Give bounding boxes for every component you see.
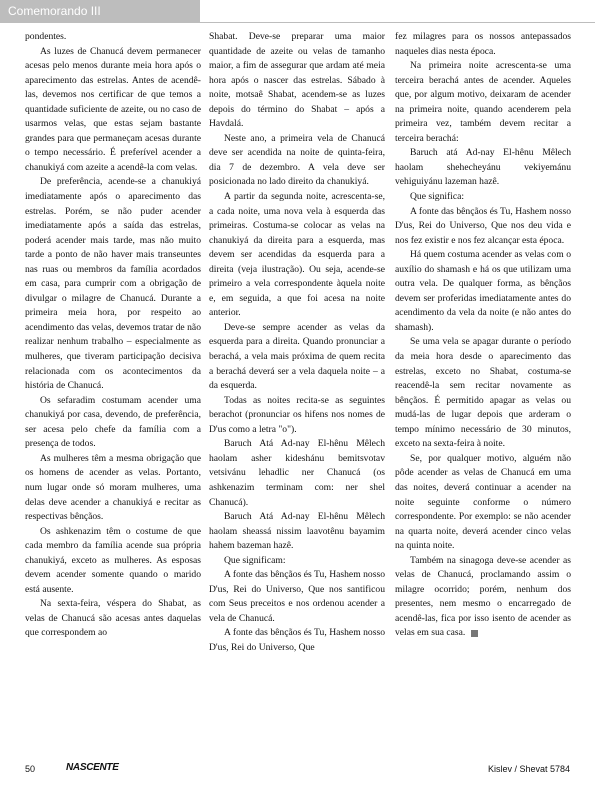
paragraph: A fonte das bênçãos és Tu, Hashem nosso D'us, Rei do Universo, Que nos santificou com Seus preceitos e nos ordenou acender a vela de Chanucá. xyxy=(209,569,385,624)
paragraph: Se uma vela se apagar durante o período da meia hora desde o aparecimento das estrelas, exceto no Shabat, costuma-se reacendê-la sem recitar novamente as bênçãos. É permitido apagar as velas ou mudá-las de lugar depois que arderam o tempo mínimo necessário de 30 minutos, exceto na sexta-feira à noite. xyxy=(395,336,571,450)
header-rule xyxy=(0,22,595,23)
paragraph: A fonte das bênçãos és Tu, Hashem nosso D'us, Rei do Universo, Que nos deu vida e nos fez existir e nos fez alcançar esta época. xyxy=(395,205,571,246)
paragraph: Se, por qualquer motivo, alguém não pôde acender as velas de Chanucá em uma das noites, deverá continuar a acender na noite seguinte conforme o número correspondente. Por exemplo: se não acender na quarta noite, deverá acender cinco velas na quinta noite. xyxy=(395,452,571,552)
paragraph: Baruch Atá Ad-nay El-hênu Mêlech haolam asher kideshánu bemitsvotav vetsivánu lehadlic ner Chanucá (os ashkenazim terminam com: ner shel Chanucá). xyxy=(209,438,385,508)
text-column-3 xyxy=(395,30,571,641)
paragraph: Também na sinagoga deve-se acender as velas de Chanucá, proclamando assim o milagre ocorrido; porém, nenhum dos presentes, nem mesmo o encarregado de acendê-las, fica por isso isento de acender as velas em sua casa. xyxy=(395,554,571,639)
paragraph: Que significa: xyxy=(410,191,465,203)
paragraph: fez milagres para os nossos antepassados naqueles dias nesta época. xyxy=(395,31,571,57)
end-of-article-icon xyxy=(471,630,478,637)
section-title: Comemorando III xyxy=(8,4,101,18)
paragraph: De preferência, acende-se a chanukiyá imediatamente após o aparecimento das estrelas. Porém, se não puder acender imediatamente após a saída das estrelas, poderá acender mais tarde, mas não muito tarde a ponto de não haver mais transeuntes nas ruas ou membros da família acordados em casa, para cumprir com a obrigação de divulgar o milagre de Chanucá. Durante a primeira meia hora, por respeito ao acendimento das velas, devemos tratar de não realizar nenhum trabalho – especialmente as mulheres, que tiveram participação decisiva relacionada com os acontecimentos da história de Chanucá. xyxy=(25,176,201,392)
text-column-2 xyxy=(209,30,385,656)
paragraph: Os sefaradim costumam acender uma chanukiyá por casa, devendo, de preferência, ser acesa pelo chefe da família com a presença de todos. xyxy=(25,394,201,450)
paragraph: Deve-se sempre acender as velas da esquerda para a direita. Quando pronunciar a berachá, a vela mais próxima de quem recita a berachá deverá ser a vela daquela noite – a da esquerda. xyxy=(209,321,385,392)
paragraph: A fonte das bênçãos és Tu, Hashem nosso D'us, Rei do Universo, Que xyxy=(209,627,385,653)
paragraph: Neste ano, a primeira vela de Chanucá deve ser acendida na noite de quinta-feira, dia 7 de dezembro. A vela deve ser posicionada no lado direito da chanukiyá. xyxy=(209,132,385,188)
paragraph: Na primeira noite acrescenta-se uma terceira berachá antes de acender. Aqueles que, por algum motivo, deixaram de acender na primeira noite, quando acenderem pela primeira vez, também devem recitar a terceira berachá: xyxy=(395,60,571,144)
paragraph: pondentes. xyxy=(25,31,67,42)
paragraph: As mulheres têm a mesma obrigação que os homens de acender as velas. Portanto, num lugar onde só moram mulheres, uma delas deve acender a chanukiyá e recitar as respectivas bênçãos. xyxy=(25,452,201,523)
text-column-1 xyxy=(25,30,201,641)
paragraph: Baruch Atá Ad-nay El-hênu Mêlech haolam sheassá nissim laavotênu bayamim hahem bazeman hazê. xyxy=(209,511,385,552)
issue-label: Kislev / Shevat 5784 xyxy=(487,764,570,774)
paragraph: Baruch atá Ad-nay El-hênu Mêlech haolam shehecheyánu vekiyemánu vehiguiyánu lazeman hazê. xyxy=(395,147,571,188)
paragraph: Os ashkenazim têm o costume de que cada membro da família acende sua própria chanukiyá, exceto as mulheres. As esposas devem acender somente quando o marido está ausente. xyxy=(25,525,201,595)
paragraph: Todas as noites recita-se as seguintes berachot (pronunciar os hifens nos nomes de D'us como a letra "o"). xyxy=(209,394,385,435)
running-header xyxy=(0,0,595,22)
paragraph: Há quem costuma acender as velas com o auxílio do shamash e há os que utilizam uma outra vela. De qualquer forma, as bênçãos devem ser proferidas imediatamente antes do acendimento da vela da noite (e não antes do shamash). xyxy=(395,249,571,333)
page-number: 50 xyxy=(25,764,36,774)
paragraph: As luzes de Chanucá devem permanecer acesas pelo menos durante meia hora após o aparecimento das estrelas. Antes de acendê-las, devemos nos certificar de que temos a quantidade suficiente de azeite, ou no caso de usarmos velas, que estas sejam bastante grandes para que permaneçam acesas durante o tempo necessário. É preferível acender a chanukiyá com azeite a acendê-la com velas. xyxy=(25,45,201,173)
magazine-logo: NASCENTE xyxy=(66,762,119,773)
paragraph: A partir da segunda noite, acrescenta-se, a cada noite, uma nova vela à esquerda das primeiras. Costuma-se colocar as velas na chanukiyá da direita para a esquerda, mas devem ser acendidas da esquerda para a direita (veja ilustração). Ou seja, acende-se primeiro a vela correspondente àquela noite e, em seguida, a que foi acesa na noite anterior. xyxy=(209,191,385,319)
paragraph: Que significam: xyxy=(224,554,286,566)
paragraph: Na sexta-feira, véspera do Shabat, as velas de Chanucá são acesas antes daquelas que correspondem ao xyxy=(25,598,201,639)
page-footer xyxy=(0,760,595,780)
paragraph: Shabat. Deve-se preparar uma maior quantidade de azeite ou velas de tamanho maior, a fim de assegurar que ardam até meia hora após o nascer das estrelas. Sábado à noite, motsaê Shabat, acendem-se as luzes depois do término do Shabat – após a Havdalá. xyxy=(209,31,385,130)
